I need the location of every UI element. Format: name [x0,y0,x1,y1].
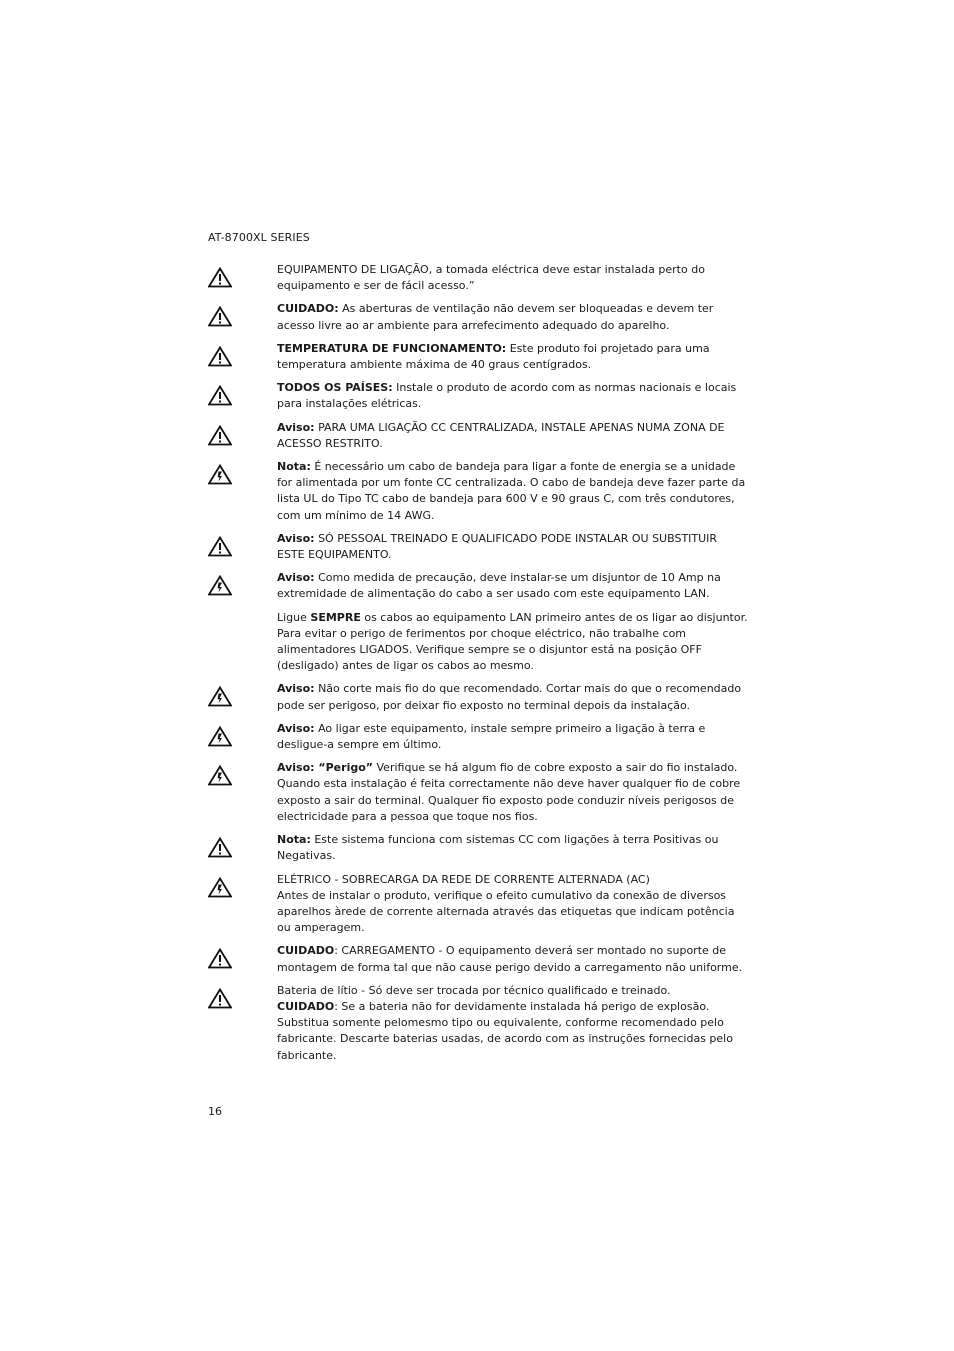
warning-text [277,760,748,825]
electric-hazard-icon [208,726,277,747]
warning-entry [208,341,748,373]
warning-body: Ao ligar este equipamento, instale sempre primeiro a ligação à terra e desligue-a sempre em último. [277,721,706,752]
electric-hazard-icon [208,765,277,786]
warning-paragraph [277,943,748,975]
warning-label: Aviso: [277,531,315,545]
warning-body: As aberturas de ventilação não devem ser bloqueadas e devem ter acesso livre ao ar ambiente para arrefecimento adequado do aparelho. [277,302,714,332]
warning-body: Este sistema funciona com sistemas CC com ligações à terra Positivas ou Negativas. [277,833,719,863]
warning-icon [208,988,277,1009]
warning-body: Antes de instalar o produto, verifique o efeito cumulativo da conexão de diversos aparelhos àrede de corrente alternada através das etiquetas que indicam potência ou amperagem. [277,888,735,935]
warning-paragraph [277,459,748,524]
warning-entry [208,531,748,563]
series-header: AT-8700XL SERIES [208,231,310,244]
warning-body: Verifique se há algum fio de cobre exposto a sair do fio instalado. Quando esta instalação é feita correctamente não deve haver qualquer fio de cobre exposto a sair do terminal. Qualquer fio exposto pode conduzir níveis perigosos de electricidade para a pessoa que toque nos fios. [277,761,741,823]
warning-body: Instale o produto de acordo com as normas nacionais e locais para instalações elétricas. [277,381,737,411]
warning-body: PARA UMA LIGAÇÃO CC CENTRALIZADA, INSTALE APENAS NUMA ZONA DE ACESSO RESTRITO. [277,420,725,450]
warning-label: TEMPERATURA DE FUNCIONAMENTO: [277,341,507,355]
warning-entry [208,420,748,452]
warning-text [277,943,748,975]
warning-paragraph [277,531,748,563]
warning-paragraph [277,999,748,1064]
icon-column [208,610,277,635]
warning-text [277,681,748,713]
warning-label: TODOS OS PAÍSES: [277,381,393,395]
warning-entry [208,262,748,294]
icon-column [208,832,277,857]
warning-label: Aviso: [277,721,315,735]
warning-body: Bateria de lítio - Só deve ser trocada por técnico qualificado e treinado. [277,983,671,997]
warning-icon [208,385,277,406]
warning-label: Nota: [277,460,311,474]
icon-column [208,943,277,968]
warning-body: : CARREGAMENTO - O equipamento deverá ser montado no suporte de montagem de forma tal que não cause perigo devido a carregamento não uniforme. [277,944,743,974]
warning-entry [208,760,748,825]
warning-text [277,459,748,524]
warning-icon [208,536,277,557]
electric-hazard-icon [208,575,277,596]
warning-text [277,262,748,294]
warning-text [277,420,748,452]
warning-paragraph [277,832,748,864]
icon-column [208,681,277,706]
icon-column [208,872,277,897]
warning-entry [208,301,748,333]
warning-text [277,872,748,937]
icon-column [208,531,277,556]
warning-paragraph [277,888,748,937]
icon-column [208,341,277,366]
warning-body: : Se a bateria não for devidamente instalada há perigo de explosão. Substitua somente pelomesmo tipo ou equivalente, conforme recomendado pelo fabricante. Descarte baterias usadas, de acordo com as instruções fornecidas pelo fabricante. [277,999,733,1062]
warning-paragraph [277,301,748,333]
warning-label: Aviso: [277,571,315,585]
warning-body: ELÉTRICO - SOBRECARGA DA REDE DE CORRENTE ALTERNADA (AC) [277,872,650,886]
warning-icon [208,837,277,858]
warning-entry [208,943,748,975]
icon-column [208,420,277,445]
warning-entry [208,721,748,753]
warning-label: CUIDADO [277,999,335,1013]
warnings-list [208,262,748,1071]
warning-label: Nota: [277,833,311,847]
warning-paragraph [277,983,748,999]
warning-entry [208,983,748,1064]
warning-icon [208,267,277,288]
icon-column [208,301,277,326]
warning-entry [208,681,748,713]
warning-text [277,832,748,864]
warning-text [277,570,748,602]
warning-body: Como medida de precaução, deve instalar-se um disjuntor de 10 Amp na extremidade de alimentação do cabo a ser usado com este equipamento LAN. [277,571,721,601]
warning-paragraph [277,610,748,675]
warning-text [277,380,748,412]
warning-label: SEMPRE [310,610,361,624]
warning-icon [208,948,277,969]
warning-body: Este produto foi projetado para uma temperatura ambiente máxima de 40 graus centígrados. [277,341,710,372]
warning-text [277,721,748,753]
warning-label: Aviso: [277,682,315,696]
warning-body: EQUIPAMENTO DE LIGAÇÃO, a tomada eléctrica deve estar instalada perto do equipamento e ser de fácil acesso.” [277,263,705,293]
electric-hazard-icon [208,686,277,707]
icon-column [208,760,277,785]
warning-label: CUIDADO: [277,302,339,316]
paragraph-lead-text: Ligue [277,610,311,624]
page-number: 16 [208,1105,222,1118]
warning-body: os cabos ao equipamento LAN primeiro antes de os ligar ao disjuntor. Para evitar o perigo de ferimentos por choque eléctrico, não trabalhe com alimentadores LIGADOS. Verifique sempre se o disjuntor está na posição OFF (desligado) antes de ligar os cabos ao mesmo. [277,610,748,673]
warning-text [277,301,748,333]
warning-entry [208,380,748,412]
icon-column [208,721,277,746]
warning-paragraph [277,420,748,452]
warning-text [277,531,748,563]
warning-icon [208,425,277,446]
icon-column [208,380,277,405]
warning-entry [208,872,748,937]
warning-icon [208,306,277,327]
warning-paragraph [277,341,748,373]
electric-hazard-icon [208,877,277,898]
icon-column [208,459,277,484]
warning-entry [208,832,748,864]
warning-label: CUIDADO [277,944,335,958]
warning-text [277,341,748,373]
warning-icon [208,346,277,367]
warning-paragraph [277,262,748,294]
warning-label: Aviso: “Perigo” [277,761,374,775]
warning-paragraph [277,760,748,825]
warning-paragraph [277,570,748,602]
warning-body: É necessário um cabo de bandeja para ligar a fonte de energia se a unidade for alimentada por um fonte CC centralizada. O cabo de bandeja deve fazer parte da lista UL do Tipo TC cabo de bandeja para 600 V e 90 graus C, com três condutores, com um mínimo de 14 AWG. [277,460,746,522]
warning-text [277,983,748,1064]
icon-column [208,262,277,287]
warning-paragraph [277,380,748,412]
warning-entry [208,610,748,675]
warning-body: SÓ PESSOAL TREINADO E QUALIFICADO PODE INSTALAR OU SUBSTITUIR ESTE EQUIPAMENTO. [277,531,718,562]
warning-text [277,610,748,675]
warning-body: Não corte mais fio do que recomendado. Cortar mais do que o recomendado pode ser perigoso, por deixar fio exposto no terminal depois da instalação. [277,682,742,712]
icon-column [208,983,277,1008]
icon-column [208,570,277,595]
warning-entry [208,459,748,524]
warning-entry [208,570,748,602]
electric-hazard-icon [208,464,277,485]
warning-label: Aviso: [277,420,315,434]
warning-paragraph [277,721,748,753]
warning-paragraph [277,872,748,888]
warning-paragraph [277,681,748,713]
